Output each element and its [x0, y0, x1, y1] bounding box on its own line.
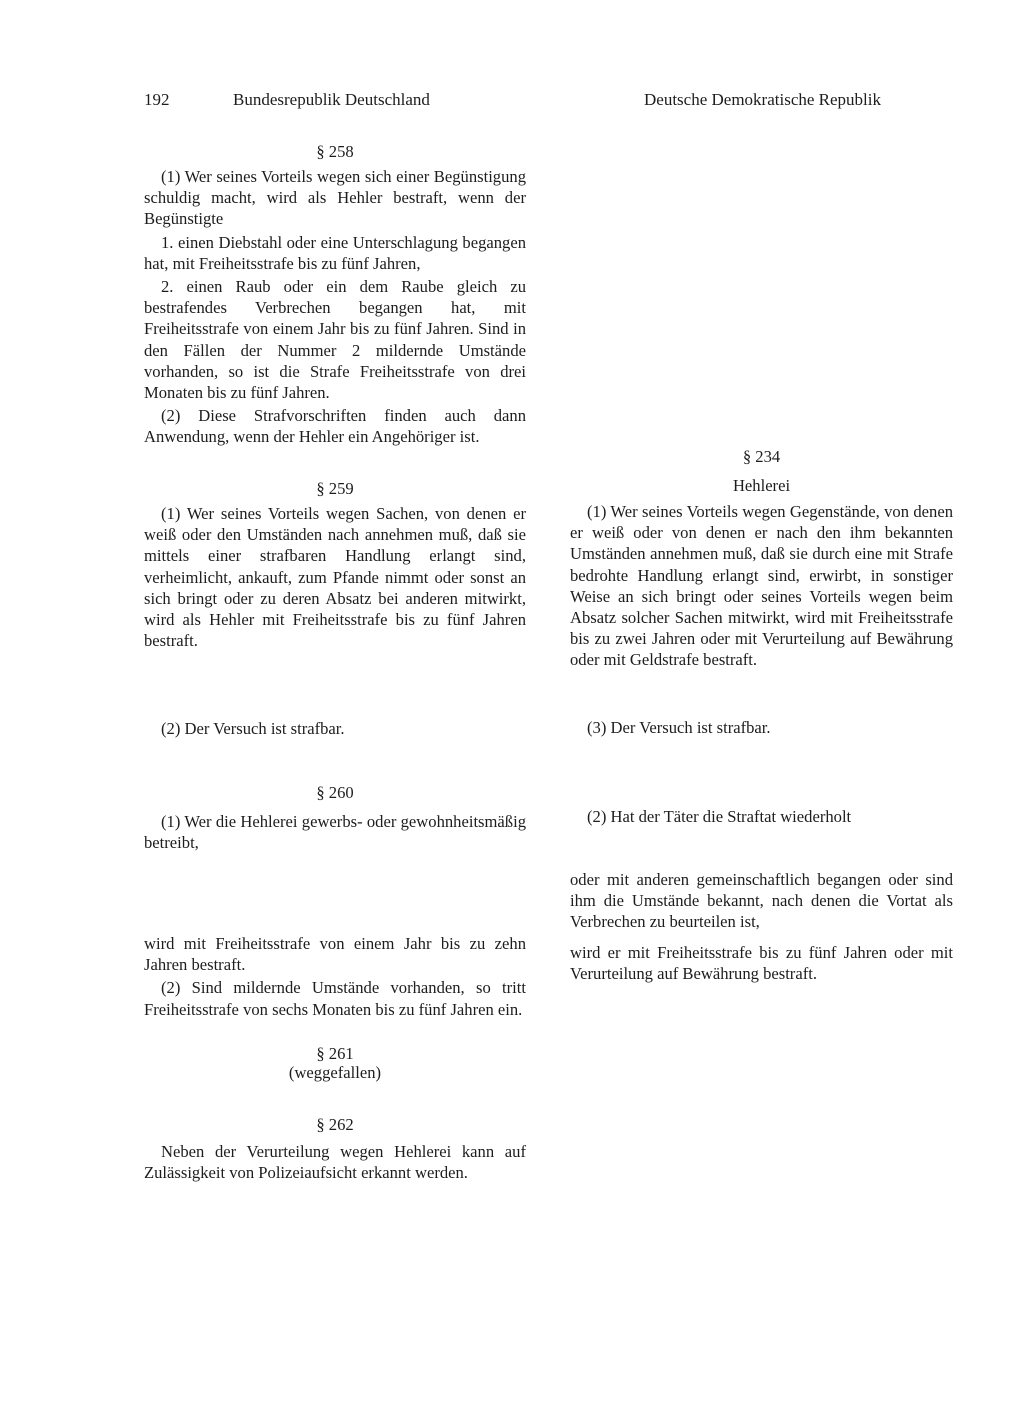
section-259-heading: § 259 [316, 479, 354, 498]
section-259-paragraph-2-block [144, 718, 526, 739]
section-234-heading: § 234 [742, 447, 781, 466]
section-261-heading: § 261 [316, 1044, 354, 1063]
section-262-heading: § 262 [316, 1115, 354, 1134]
section-234-paragraph-2-continuation: oder mit anderen gemeinschaftlich begangen oder sind ihm die Umstände bekannt, nach denen die Vortat als Verbrechen zu beurteilen ist, [570, 870, 953, 932]
section-234-paragraph-3: (3) Der Versuch ist strafbar. [587, 718, 771, 737]
section-234-paragraph-3-block [570, 717, 953, 738]
section-260-paragraph-1-continuation: wird mit Freiheitsstrafe von einem Jahr bis zu zehn Jahren bestraft. [144, 934, 526, 975]
section-258-item-1: 1. einen Diebstahl oder eine Unterschlagung begangen hat, mit Freiheitsstrafe bis zu fünf Jahren, [144, 232, 526, 273]
section-258-paragraph-1: (1) Wer seines Vorteils wegen sich einer Begünstigung schuldig macht, wird als Hehler bestraft, wenn der Begünstigte [144, 167, 526, 229]
header-left-title: Bundesrepublik Deutschland [233, 90, 430, 109]
section-262 [144, 1114, 526, 1183]
section-259-paragraph-1: (1) Wer seines Vorteils wegen Sachen, von denen er weiß oder den Umständen nach annehmen muß, daß sie mittels einer strafbaren Handlung erlangt sind, verheimlicht, ankauft, zum Pfande nimmt oder sonst an sich bringt oder zu deren Absatz bei anderen mitwirkt, wird als Hehler mit Freiheitsstrafe bis zu fünf Jahren bestraft. [144, 504, 526, 651]
section-260-paragraph-1: (1) Wer die Hehlerei gewerbs- oder gewohnheitsmäßig betreibt, [144, 812, 526, 853]
section-234-paragraph-2: (2) Hat der Täter die Straftat wiederholt [587, 807, 852, 826]
section-262-paragraph-1: Neben der Verurteilung wegen Hehlerei kann auf Zulässigkeit von Polizeiaufsicht erkannt werden. [144, 1142, 526, 1183]
section-258-item-2: 2. einen Raub oder ein dem Raube gleich zu bestrafendes Verbrechen begangen hat, mit Freiheitsstrafe von einem Jahr bis zu fünf Jahren. Sind in den Fällen der Nummer 2 mildernde Umstände vorhanden, so ist die Strafe Freiheitsstrafe von drei Monaten bis zu fünf Jahren. [144, 277, 526, 403]
page-number: 192 [144, 90, 170, 109]
section-260 [144, 782, 526, 853]
section-261-note: (weggefallen) [288, 1063, 382, 1082]
section-259 [144, 478, 526, 651]
section-234-paragraph-1: (1) Wer seines Vorteils wegen Gegenstände, von denen er weiß oder von denen er nach den ihm bekannten Umständen annehmen muß, daß sie durch eine mit Strafe bedrohte Handlung erlangt sind, erwirbt, in sonstiger Weise an sich bringt oder seines Vorteils wegen beim Absatz solcher Sachen mitwirkt, wird mit Freiheitsstrafe bis zu zwei Jahren oder mit Verurteilung auf Bewährung oder mit Geldstrafe bestraft. [570, 502, 953, 670]
section-258 [144, 141, 526, 448]
section-258-heading: § 258 [316, 142, 354, 161]
header-right-title: Deutsche Demokratische Republik [644, 90, 881, 109]
section-260-paragraph-2: (2) Sind mildernde Umstände vorhanden, so tritt Freiheitsstrafe von sechs Monaten bis zu fünf Jahren ein. [144, 978, 526, 1019]
section-258-paragraph-2: (2) Diese Strafvorschriften finden auch dann Anwendung, wenn der Hehler ein Angehöriger ist. [144, 406, 526, 447]
section-261 [144, 1044, 526, 1082]
section-234 [570, 446, 953, 671]
section-260-continuation [144, 933, 526, 1020]
section-234-paragraph-2-block [570, 806, 953, 827]
section-234-title: Hehlerei [732, 476, 791, 495]
section-234-paragraph-2-end: wird er mit Freiheitsstrafe bis zu fünf Jahren oder mit Verurteilung auf Bewährung bestraft. [570, 942, 953, 983]
section-234-paragraph-2-continuation-block [570, 869, 953, 984]
section-260-heading: § 260 [316, 783, 354, 802]
section-259-paragraph-2: (2) Der Versuch ist strafbar. [161, 719, 345, 738]
